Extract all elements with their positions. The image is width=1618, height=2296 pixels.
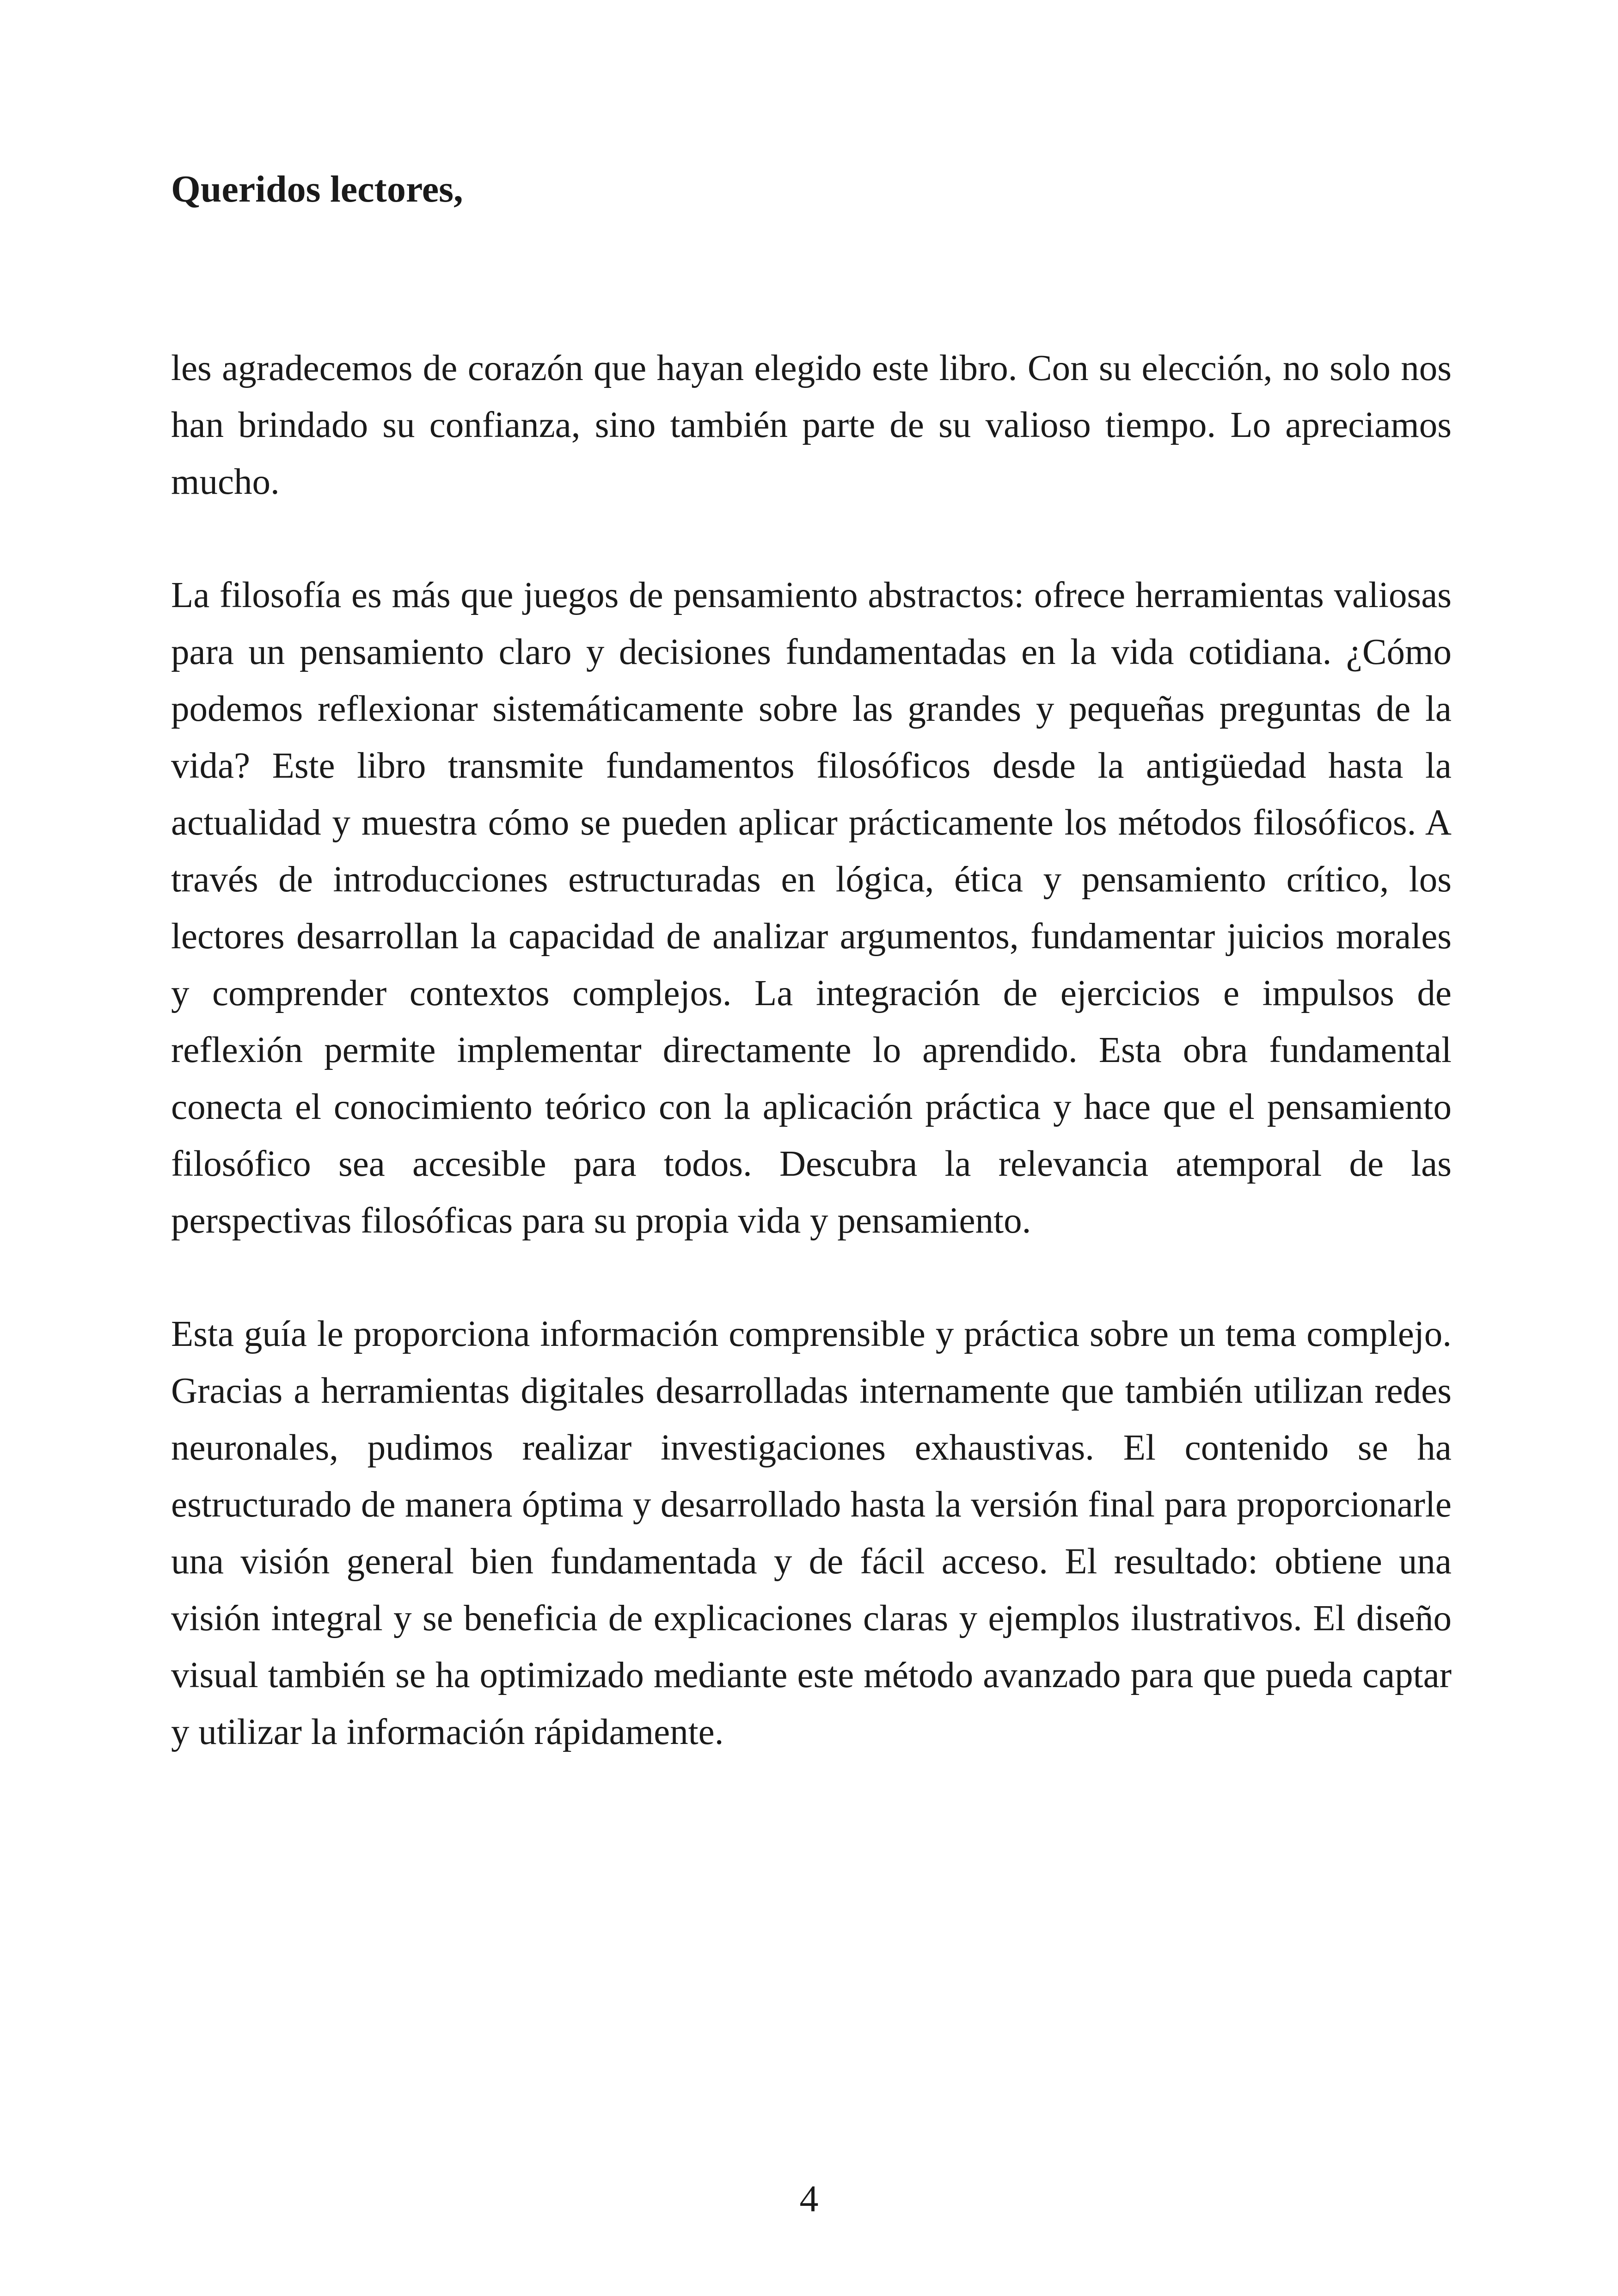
body-text: [171, 340, 1452, 1817]
page-number: 4: [799, 2178, 819, 2220]
paragraph-philosophy: La filosofía es más que juegos de pensamiento abstractos: ofrece herramientas valiosas para un pensamiento claro y decisiones fundamentadas en la vida cotidiana. ¿Cómo podemos reflexionar sistemáticamente sobre las grandes y pequeñas preguntas de la vida? Este libro transmite fundamentos filosóficos desde la antigüedad hasta la actualidad y muestra cómo se pueden aplicar prácticamente los métodos filosóficos. A través de introducciones estructuradas en lógica, ética y pensamiento crítico, los lectores desarrollan la capacidad de analizar argumentos, fundamentar juicios morales y comprender contextos complejos. La integración de ejercicios e impulsos de reflexión permite implementar directamente lo aprendido. Esta obra fundamental conecta el conocimiento teórico con la aplicación práctica y hace que el pensamiento filosófico sea accesible para todos. Descubra la relevancia atemporal de las perspectivas filosóficas para su propia vida y pensamiento.: [171, 575, 1452, 1241]
greeting-heading: Queridos lectores,: [171, 168, 463, 210]
paragraph-guide: Esta guía le proporciona información comprensible y práctica sobre un tema complejo. Gracias a herramientas digitales desarrolladas internamente que también utilizan redes neuronales, pudimos realizar investigaciones exhaustivas. El contenido se ha estructurado de manera óptima y desarrollado hasta la versión final para proporcionarle una visión general bien fundamentada y de fácil acceso. El resultado: obtiene una visión integral y se beneficia de explicaciones claras y ejemplos ilustrativos. El diseño visual también se ha optimizado mediante este método avanzado para que pueda captar y utilizar la información rápidamente.: [171, 1314, 1452, 1752]
paragraph-thanks: les agradecemos de corazón que hayan elegido este libro. Con su elección, no solo nos han brindado su confianza, sino también parte de su valioso tiempo. Lo apreciamos mucho.: [171, 348, 1452, 502]
